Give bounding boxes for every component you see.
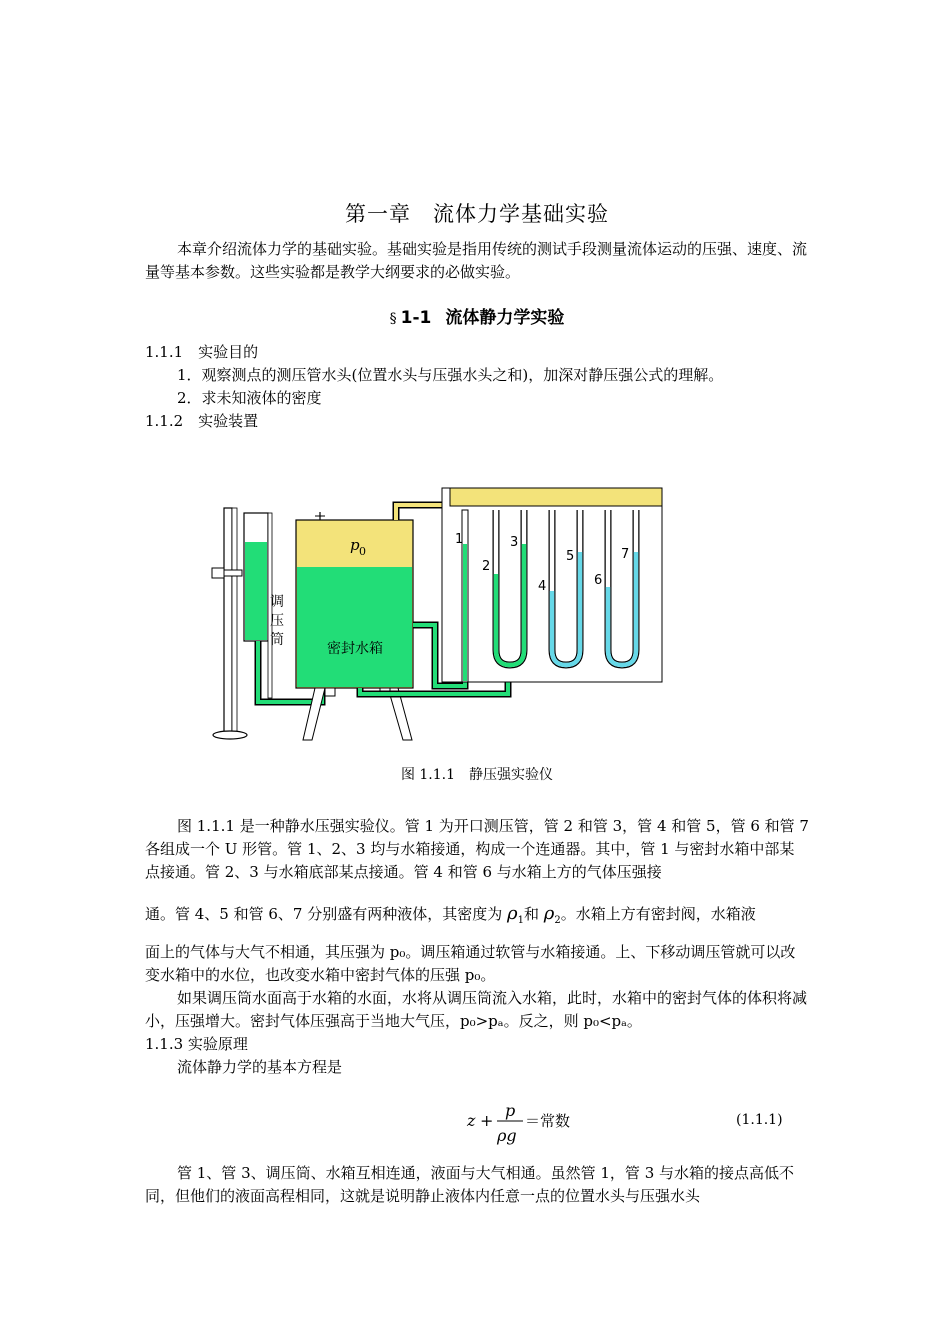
regulator-label-2: 压 <box>270 613 284 629</box>
and-text: 和 <box>524 905 540 923</box>
p0-label: p <box>350 536 360 554</box>
section-number: 1-1 <box>400 308 432 328</box>
chapter-title: 第一章 流体力学基础实验 <box>345 202 609 226</box>
body-text-1c: 面上的气体与大气不相通，其压强为 p₀。调压箱通过软管与水箱接通。上、下移动调压管就可以改变水箱中的水位，也改变水箱中密封气体的压强 p₀。 <box>145 943 796 984</box>
regulator-label-3: 筒 <box>270 632 284 648</box>
purpose-heading: 1.1.1 实验目的 <box>145 343 259 361</box>
body-paragraph-1b <box>145 902 809 932</box>
tube-label-5: 5 <box>566 549 575 564</box>
manifold <box>450 488 662 506</box>
body-text-2: 如果调压筒水面高于水箱的水面，水将从调压筒流入水箱，此时，水箱中的密封气体的体积将减小，压强增大。密封气体压强高于当地大气压，p₀>pₐ。反之，则 p₀<pₐ。 <box>145 989 808 1030</box>
formula-plus: + <box>480 1111 494 1130</box>
apparatus-figure <box>200 480 670 750</box>
tube-label-7: 7 <box>621 547 630 562</box>
rho-2-subscript: 2 <box>554 915 561 926</box>
intro-paragraph <box>145 238 809 284</box>
tube-label-1: 1 <box>455 532 464 547</box>
rho-2-symbol: ρ <box>543 903 555 924</box>
formula-1-1-1 <box>465 1098 595 1148</box>
tank-label: 密封水箱 <box>327 641 383 657</box>
body-paragraph-1c <box>145 941 809 1079</box>
p0-subscript: 0 <box>359 545 366 558</box>
rho-1-subscript: 1 <box>517 915 524 926</box>
intro-text: 本章介绍流体力学的基础实验。基础实验是指用传统的测试手段测量流体运动的压强、速度、流量等基本参数。这些实验都是教学大纲要求的必做实验。 <box>145 240 808 281</box>
body-text-1b-start: 通。管 4、5 和管 6、7 分别盛有两种液体，其密度为 <box>145 905 503 923</box>
body-text-1: 图 1.1.1 是一种静水压强实验仪。管 1 为开口测压管，管 2 和管 3，管 4 和管 5，管 6 和管 7 各组成一个 U 形管。管 1、2、3 均与水箱接通，构成一个连通器。其中，管 1 与密封水箱中部某点接通。管 2、3 与水箱底部某点接通。管 4 和管 6 与水箱上方的气体压强接 <box>145 817 809 881</box>
principle-after-text: 管 1、管 3、调压筒、水箱互相连通，液面与大气相通。虽然管 1，管 3 与水箱的接点高低不同，但他们的液面高程相同，这就是说明静止液体内任意一点的位置水头与压强水头 <box>145 1164 795 1205</box>
purpose-item-1: 1．观察测点的测压管水头(位置水头与压强水头之和)，加深对静压强公式的理解。 <box>177 366 724 384</box>
rho-1-symbol: ρ <box>507 903 518 924</box>
formula-numerator: p <box>505 1101 516 1120</box>
purpose-item-2: 2．求未知液体的密度 <box>177 389 322 407</box>
regulator-cylinder <box>244 513 284 698</box>
tube-label-6: 6 <box>594 573 603 588</box>
equation-number: (1.1.1) <box>736 1112 783 1128</box>
section-title <box>145 303 809 328</box>
tube-label-4: 4 <box>538 579 547 594</box>
purpose-block <box>145 341 809 433</box>
principle-after-paragraph <box>145 1162 809 1208</box>
section-symbol: § <box>389 311 397 327</box>
formula-z: z <box>467 1111 476 1130</box>
principle-lead: 流体静力学的基本方程是 <box>177 1058 343 1076</box>
formula-rhs: ＝常数 <box>525 1112 571 1130</box>
principle-heading: 1.1.3 实验原理 <box>145 1035 248 1053</box>
formula-denominator: ρg <box>497 1126 517 1145</box>
sealed-tank <box>296 512 413 740</box>
section-name: 流体静力学实验 <box>445 308 565 328</box>
stand <box>212 508 247 739</box>
body-paragraph-1 <box>145 815 809 884</box>
apparatus-heading: 1.1.2 实验装置 <box>145 412 259 430</box>
tube-label-3: 3 <box>510 535 519 550</box>
regulator-label-1: 调 <box>270 594 284 610</box>
body-text-1b-end: 。水箱上方有密封阀，水箱液 <box>560 905 756 923</box>
tube-label-2: 2 <box>482 559 491 574</box>
figure-caption: 图 1.1.1 静压强实验仪 <box>400 767 554 783</box>
